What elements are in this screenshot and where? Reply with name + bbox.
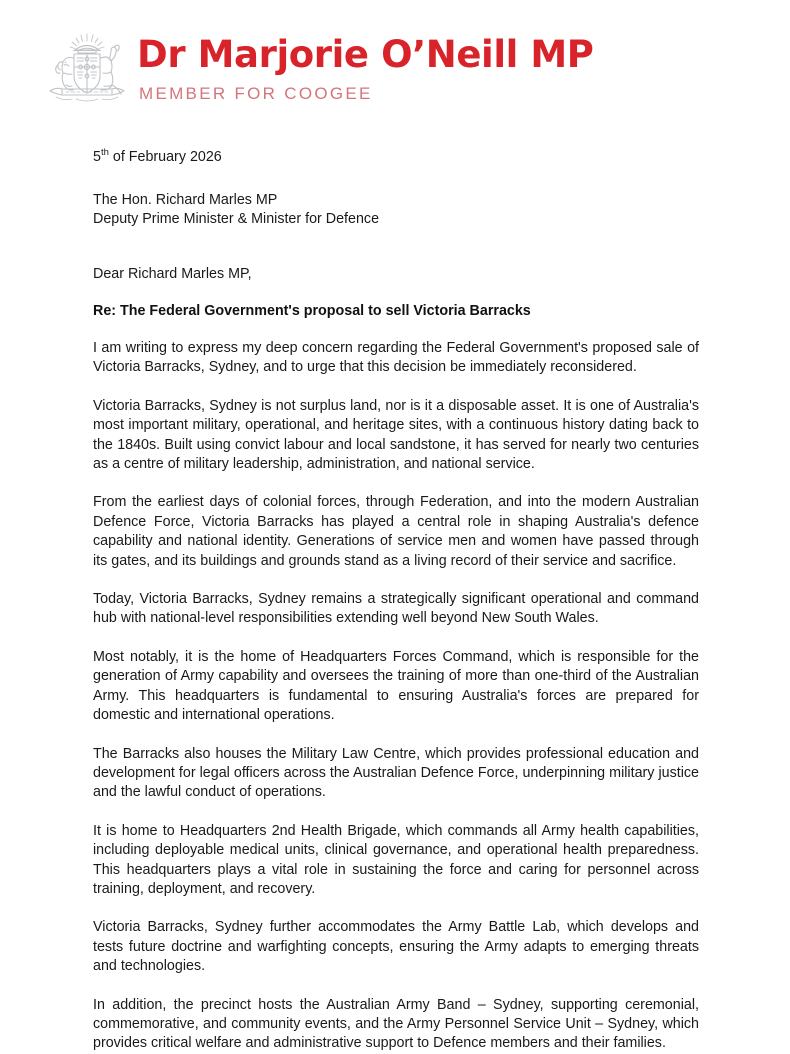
nsw-coat-of-arms-icon: [42, 31, 132, 107]
spacer: [93, 229, 699, 265]
body-paragraph: Victoria Barracks, Sydney further accommodates the Army Battle Lab, which develops and tests future doctrine and warfighting concepts, ensuring the Army adapts to emerging threats and technologies.: [93, 919, 699, 975]
body-paragraph: The Barracks also houses the Military Law Centre, which provides professional education and development for legal officers across the Australian Defence Force, underpinning military justice and the lawful conduct of operations.: [93, 745, 699, 801]
spacer: [93, 321, 699, 339]
recipient-name: The Hon. Richard Marles MP: [93, 192, 278, 208]
subject-line: Re: The Federal Government's proposal to sell Victoria Barracks: [93, 303, 531, 319]
electorate-subtitle: MEMBER FOR COOGEE: [139, 84, 373, 103]
body-paragraph: Today, Victoria Barracks, Sydney remains a strategically significant operational and command hub with national-level responsibilities extending well beyond New South Wales.: [93, 591, 699, 627]
recipient-title: Deputy Prime Minister & Minister for Defence: [93, 211, 380, 227]
date-ordinal: th: [100, 147, 109, 159]
date-rest: of February 2026: [108, 149, 222, 165]
letter-body: [93, 148, 699, 1054]
body-paragraph: I am writing to express my deep concern regarding the Federal Government's proposed sale of Victoria Barracks, Sydney, and to urge that this decision be immediately reconsidered.: [93, 340, 699, 376]
member-name: Dr Marjorie O’Neill MP: [137, 33, 594, 76]
body-paragraph: It is home to Headquarters 2nd Health Brigade, which commands all Army health capabilities, including deployable medical units, clinical governance, and operational health preparedness. This headquarters plays a vital role in sustaining the force and caring for personnel across training, deployment, and recovery.: [93, 822, 699, 897]
body-paragraph: In addition, the precinct hosts the Australian Army Band – Sydney, supporting ceremonial, commemorative, and community events, and the Army Personnel Service Unit – Sydney, which provides critical welfare and administrative support to Defence members and their families.: [93, 996, 699, 1052]
spacer: [93, 167, 699, 191]
date-day: 5: [93, 149, 101, 165]
body-paragraph: From the earliest days of colonial forces, through Federation, and into the modern Australian Defence Force, Victoria Barracks has played a central role in shaping Australia's defence capability and national identity. Generations of service men and women have passed through its gates, and its buildings and grounds stand as a living record of their service and sacrifice.: [93, 494, 699, 569]
salutation: Dear Richard Marles MP,: [93, 266, 252, 282]
letterhead: [0, 0, 790, 125]
letterhead-title-block: [137, 33, 594, 105]
body-paragraph: Most notably, it is the home of Headquarters Forces Command, which is responsible for the generation of Army capability and oversees the training of more than one-third of the Australian Army. This headquarters is fundamental to ensuring Australia's forces are prepared for domestic and international operations.: [93, 648, 699, 724]
body-paragraph: Victoria Barracks, Sydney is not surplus land, nor is it a disposable asset. It is one of Australia's most important military, operational, and heritage sites, with a continuous history dating back to the 1840s. Built using convict labour and local sandstone, it has served for nearly two centuries as a centre of military leadership, administration, and national service.: [93, 397, 699, 473]
letter-date: [93, 148, 699, 167]
spacer: [93, 284, 699, 302]
